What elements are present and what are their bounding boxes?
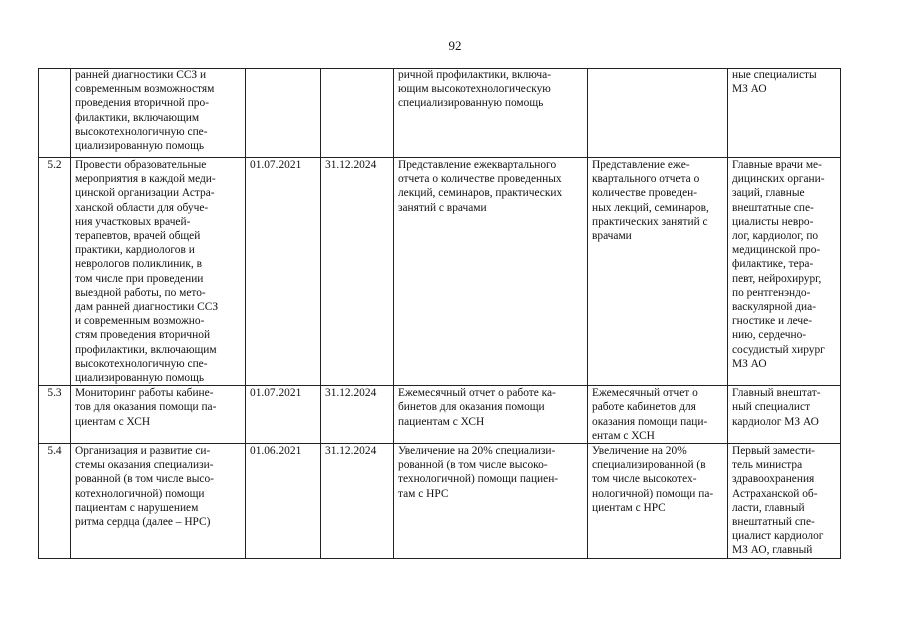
page-number: 92 — [448, 38, 462, 53]
row-number-cell — [39, 69, 71, 158]
activity-cell: Мониторинг работы кабине- тов для оказания помощи па- циентам с ХСН — [71, 386, 246, 444]
control-cell: Увеличение на 20% специализированной (в том числе высокотех- нологичной) помощи па- циентам с НРС — [588, 444, 728, 559]
start-date-cell — [246, 69, 321, 158]
activity-cell: Провести образовательные мероприятия в каждой меди- цинской организации Астра- ханской области для обуче- ния участковых врачей- терапевтов, врачей общей практики, кардиологов и неврологов поликлиник, в том числе при проведении выездной работы, по мето- дам ранней диагностики ССЗ и современным возможно- стям проведения вторичной профилактики, включающим высокотехнологичную спе- циализированную помощь — [71, 158, 246, 386]
end-date-cell: 31.12.2024 — [321, 444, 394, 559]
end-date-cell: 31.12.2024 — [321, 386, 394, 444]
end-date-cell: 31.12.2024 — [321, 158, 394, 386]
control-cell: Ежемесячный отчет о работе кабинетов для оказания помощи паци- ентам с ХСН — [588, 386, 728, 444]
result-cell: ричной профилактики, включа- ющим высокотехнологическую специализированную помощь — [394, 69, 588, 158]
row-number-cell: 5.4 — [39, 444, 71, 559]
activity-cell: ранней диагностики ССЗ и современным возможностям проведения вторичной про- филактики, включающим высокотехнологичную спе- циализированную помощь — [71, 69, 246, 158]
responsible-cell: Первый замести- тель министра здравоохранения Астраханской об- ласти, главный внештатный спе- циалист кардиолог МЗ АО, главный — [728, 444, 841, 559]
start-date-cell: 01.07.2021 — [246, 386, 321, 444]
result-cell: Ежемесячный отчет о работе ка- бинетов для оказания помощи пациентам с ХСН — [394, 386, 588, 444]
table-row — [39, 386, 841, 444]
row-number-cell: 5.3 — [39, 386, 71, 444]
activity-cell: Организация и развитие си- стемы оказания специализи- рованной (в том числе высо- котехнологичной) помощи пациентам с нарушением ритма сердца (далее – НРС) — [71, 444, 246, 559]
control-cell: Представление еже- квартального отчета о количестве проведен- ных лекций, семинаров, практических занятий с врачами — [588, 158, 728, 386]
responsible-cell: Главные врачи ме- дицинских органи- заций, главные внештатные спе- циалисты невро- лог, кардиолог, по медицинской про- филактике, тера- певт, нейрохирург, по рентгенэндо- васкулярной диа- гностике и лече- нию, сердечно- сосудистый хирург МЗ АО — [728, 158, 841, 386]
control-cell — [588, 69, 728, 158]
start-date-cell: 01.06.2021 — [246, 444, 321, 559]
table-row — [39, 444, 841, 559]
table-row — [39, 69, 841, 158]
row-number-cell: 5.2 — [39, 158, 71, 386]
start-date-cell: 01.07.2021 — [246, 158, 321, 386]
responsible-cell: ные специалисты МЗ АО — [728, 69, 841, 158]
result-cell: Представление ежеквартального отчета о количестве проведенных лекций, семинаров, практических занятий с врачами — [394, 158, 588, 386]
plan-table — [38, 68, 841, 559]
result-cell: Увеличение на 20% специализи- рованной (в том числе высоко- технологичной) помощи пациен- там с НРС — [394, 444, 588, 559]
end-date-cell — [321, 69, 394, 158]
table-row — [39, 158, 841, 386]
responsible-cell: Главный внештат- ный специалист кардиолог МЗ АО — [728, 386, 841, 444]
